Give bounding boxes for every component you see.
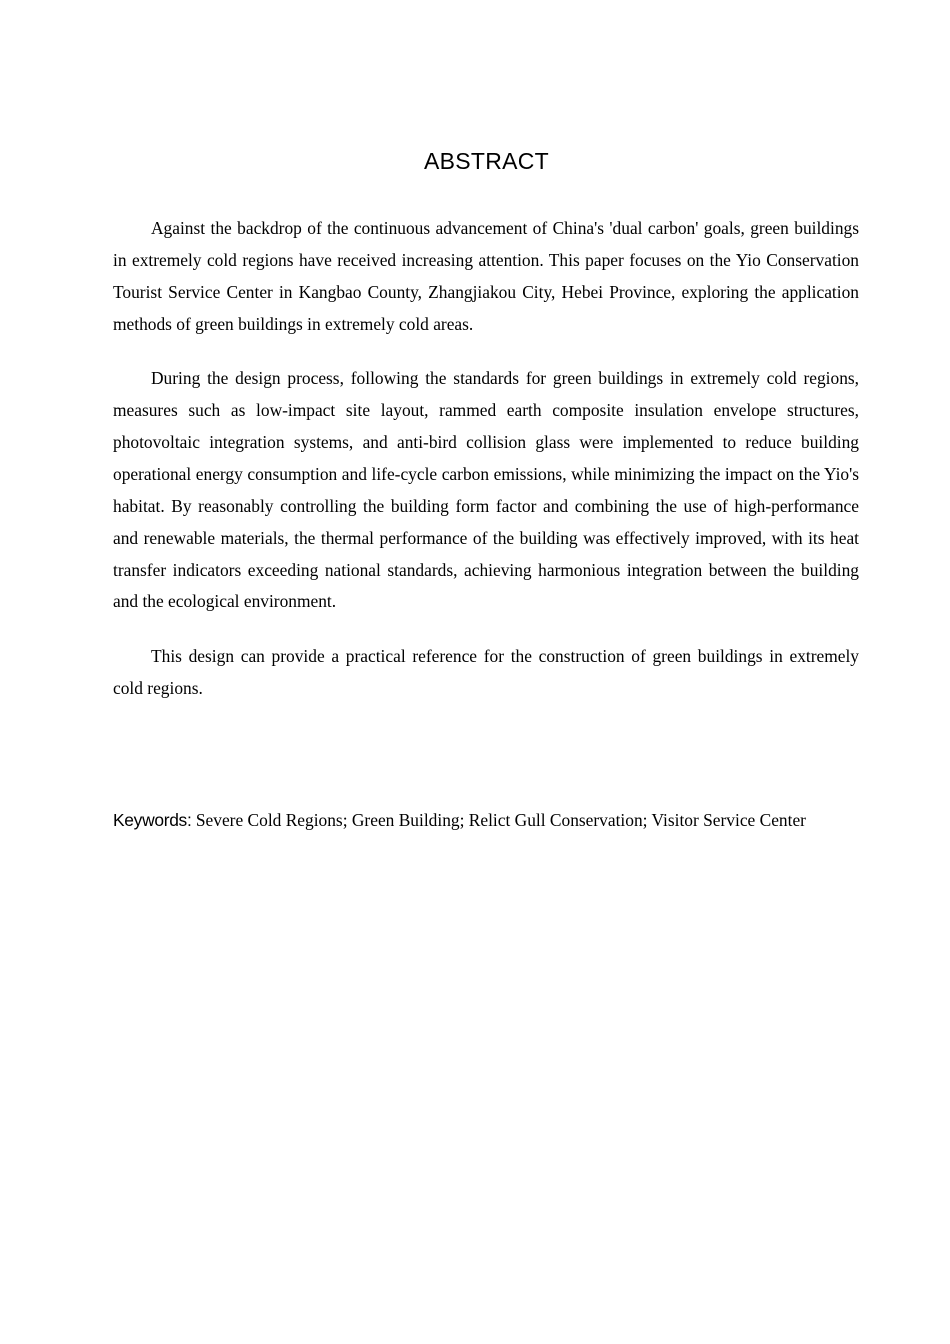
abstract-paragraph-2: During the design process, following the standards for green buildings in extremely cold regions, measures such as low-impact site layout, rammed earth composite insulation envelope structures, photovoltaic integration systems, and anti-bird collision glass were implemented to reduce building operational energy consumption and life-cycle carbon emissions, while minimizing the impact on the Yio's habitat. By reasonably controlling the building form factor and combining the use of high-performance and renewable materials, the thermal performance of the building was effectively improved, with its heat transfer indicators exceeding national standards, achieving harmonious integration between the building and the ecological environment. bbox=[113, 368, 859, 612]
abstract-body bbox=[113, 213, 859, 727]
abstract-title: ABSTRACT bbox=[423, 148, 550, 174]
keywords-label: Keywords: bbox=[113, 810, 192, 830]
keywords-line bbox=[113, 809, 853, 831]
keywords-text: Severe Cold Regions; Green Building; Relict Gull Conservation; Visitor Service Center bbox=[195, 810, 806, 830]
abstract-paragraph-1: Against the backdrop of the continuous advancement of China's 'dual carbon' goals, green buildings in extremely cold regions have received increasing attention. This paper focuses on the Yio Conservation Tourist Service Center in Kangbao County, Zhangjiakou City, Hebei Province, exploring the application methods of green buildings in extremely cold areas. bbox=[113, 218, 859, 334]
abstract-paragraph-3: This design can provide a practical reference for the construction of green buildings in extremely cold regions. bbox=[113, 645, 859, 698]
